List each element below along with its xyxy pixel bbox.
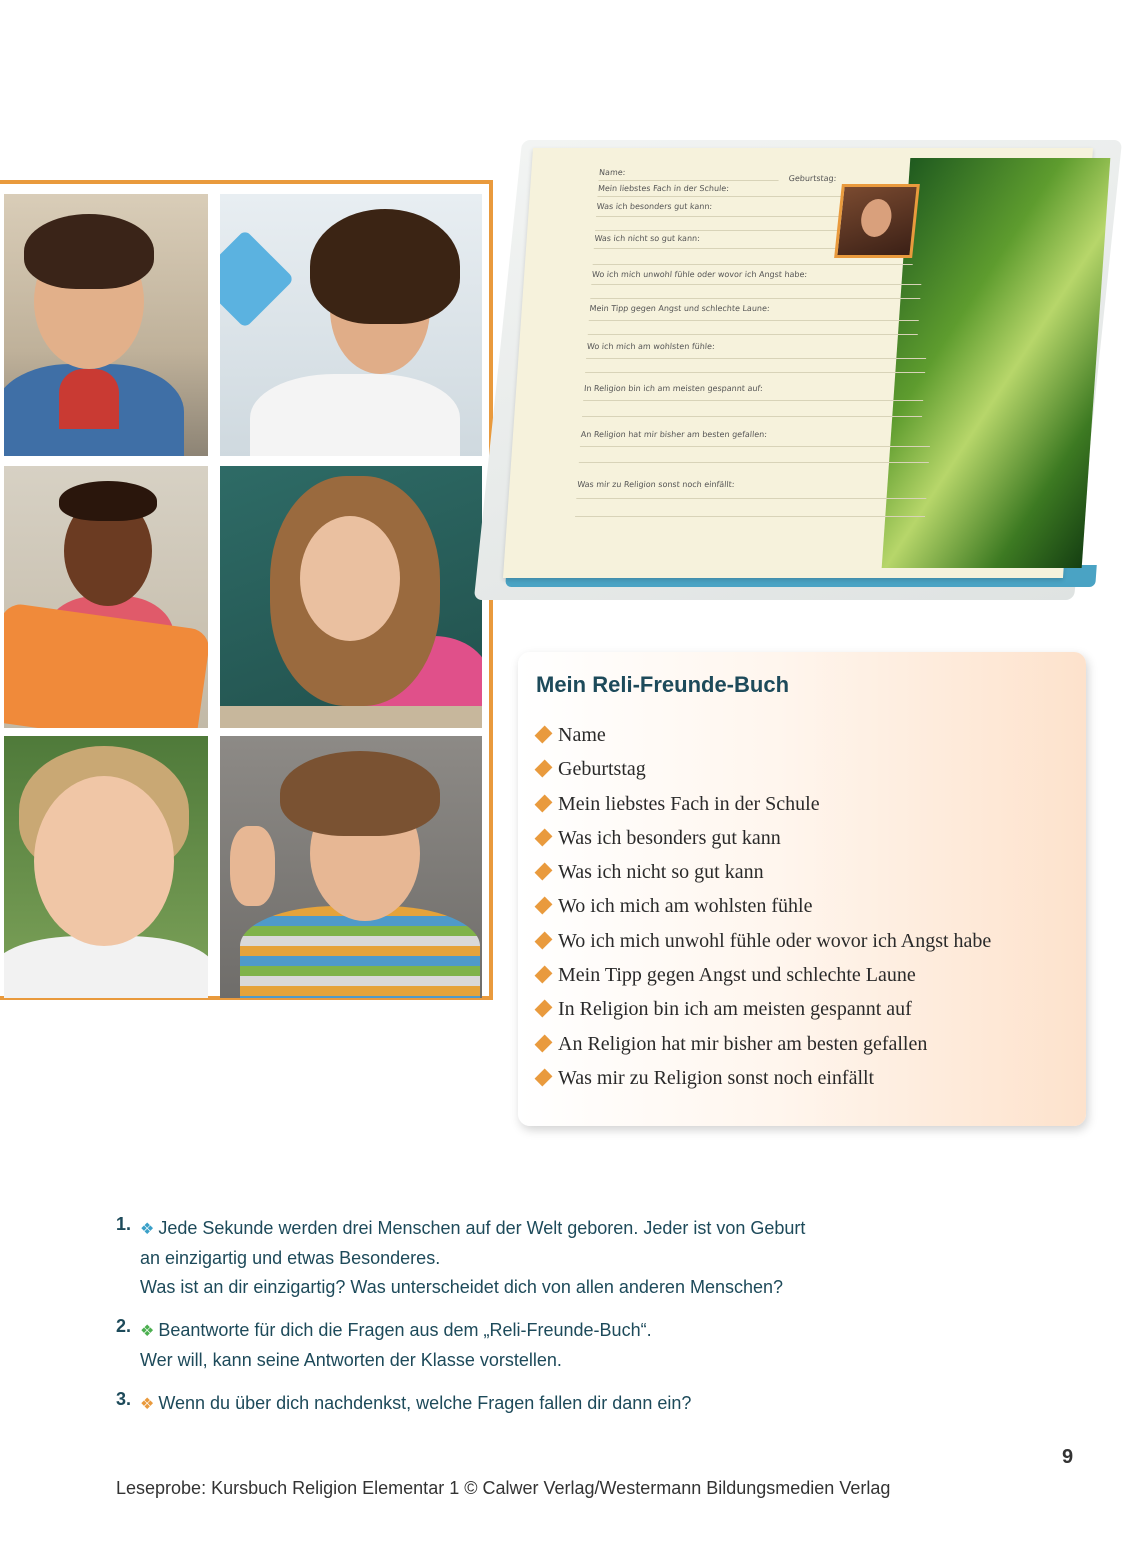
star-icon: ❖ [140,1396,155,1413]
book-field-label: An Religion hat mir bisher am besten gefallen: [580,430,768,439]
list-item [536,789,1068,823]
diamond-bullet-icon [535,897,553,915]
star-icon: ❖ [140,1323,155,1340]
list-item [536,754,1068,788]
diamond-bullet-icon [535,726,553,744]
list-item [536,960,1068,994]
book-field-label: Was ich nicht so gut kann: [594,234,701,243]
task-text: Jede Sekunde werden drei Menschen auf der Welt geboren. Jeder ist von Geburt [158,1218,806,1238]
footer-copyright: Leseprobe: Kursbuch Religion Elementar 1 © Calwer Verlag/Westermann Bildungsmedien Verlag [116,1478,891,1498]
task-line [140,1214,936,1244]
diamond-bullet-icon [535,760,553,778]
page-number: 9 [1062,1446,1074,1468]
list-item [536,1063,1068,1097]
book-kid-photo [834,184,920,258]
list-item-text: Mein liebstes Fach in der Schule [558,792,820,815]
photo-boy-striped-shirt [220,736,482,998]
list-item-text: In Religion bin ich am meisten gespannt auf [558,998,912,1021]
book-field-label: Name: [598,168,626,177]
task-text: Beantworte für dich die Fragen aus dem „Reli-Freunde-Buch“. [158,1320,652,1340]
friend-book-illustration [498,100,1108,600]
list-item [536,857,1068,891]
book-field-label: Was mir zu Religion sonst noch einfällt: [576,480,735,489]
star-icon: ❖ [140,1221,155,1238]
diamond-bullet-icon [535,863,553,881]
reli-friend-book-box [518,652,1086,1126]
photo-collage [0,180,493,1000]
list-item [536,823,1068,857]
book-field-label: Was ich besonders gut kann: [596,202,713,211]
task-line [140,1316,936,1346]
task-3 [116,1389,936,1419]
list-item-text: Wo ich mich unwohl fühle oder wovor ich Angst habe [558,929,992,952]
task-1 [116,1214,936,1302]
task-line: Wer will, kann seine Antworten der Klasse vorstellen. [140,1350,562,1370]
diamond-bullet-icon [535,931,553,949]
task-line [140,1389,936,1419]
task-text: Wenn du über dich nachdenkst, welche Fragen fallen dir dann ein? [158,1393,692,1413]
diamond-bullet-icon [535,794,553,812]
list-item-text: Was mir zu Religion sonst noch einfällt [558,1066,875,1089]
list-item-text: Was ich nicht so gut kann [558,861,764,884]
diamond-bullet-icon [535,966,553,984]
photo-girl-blonde [4,736,208,998]
photo-boy-long-hair [220,194,482,456]
list-item-text: Name [558,724,606,746]
list-item [536,1029,1068,1063]
box-title: Mein Reli-Freunde-Buch [536,672,790,697]
task-number: 2. [116,1316,132,1336]
diamond-bullet-icon [535,828,553,846]
book-field-label: Geburtstag: [788,174,837,183]
diamond-bullet-icon [535,1034,553,1052]
task-number: 3. [116,1389,132,1409]
list-item-text: Geburtstag [558,758,646,781]
list-item [536,926,1068,960]
photo-boy-denim-jacket [4,194,208,456]
diamond-bullet-icon [535,1000,553,1018]
question-list [536,720,1068,1097]
list-item [536,720,1068,754]
book-field-label: In Religion bin ich am meisten gespannt auf: [583,384,764,393]
book-field-label: Wo ich mich unwohl fühle oder wovor ich Angst habe: [591,270,808,279]
diamond-bullet-icon [535,1069,553,1087]
photo-girl-pink-shirt [220,466,482,728]
list-item [536,994,1068,1028]
task-number: 1. [116,1214,132,1234]
photo-girl-with-book [4,466,208,728]
book-field-label: Wo ich mich am wohlsten fühle: [586,342,716,351]
task-list [116,1214,936,1433]
list-item-text: An Religion hat mir bisher am besten gefallen [558,1032,928,1055]
list-item-text: Wo ich mich am wohlsten fühle [558,895,813,918]
task-2 [116,1316,936,1375]
task-line: Was ist an dir einzigartig? Was unterscheidet dich von allen anderen Menschen? [140,1277,784,1297]
task-line: an einzigartig und etwas Besonderes. [140,1248,441,1268]
list-item-text: Was ich besonders gut kann [558,826,781,849]
book-field-label: Mein liebstes Fach in der Schule: [597,184,730,193]
list-item [536,891,1068,925]
list-item-text: Mein Tipp gegen Angst und schlechte Laune [558,964,916,987]
book-field-label: Mein Tipp gegen Angst und schlechte Laune: [589,304,770,313]
